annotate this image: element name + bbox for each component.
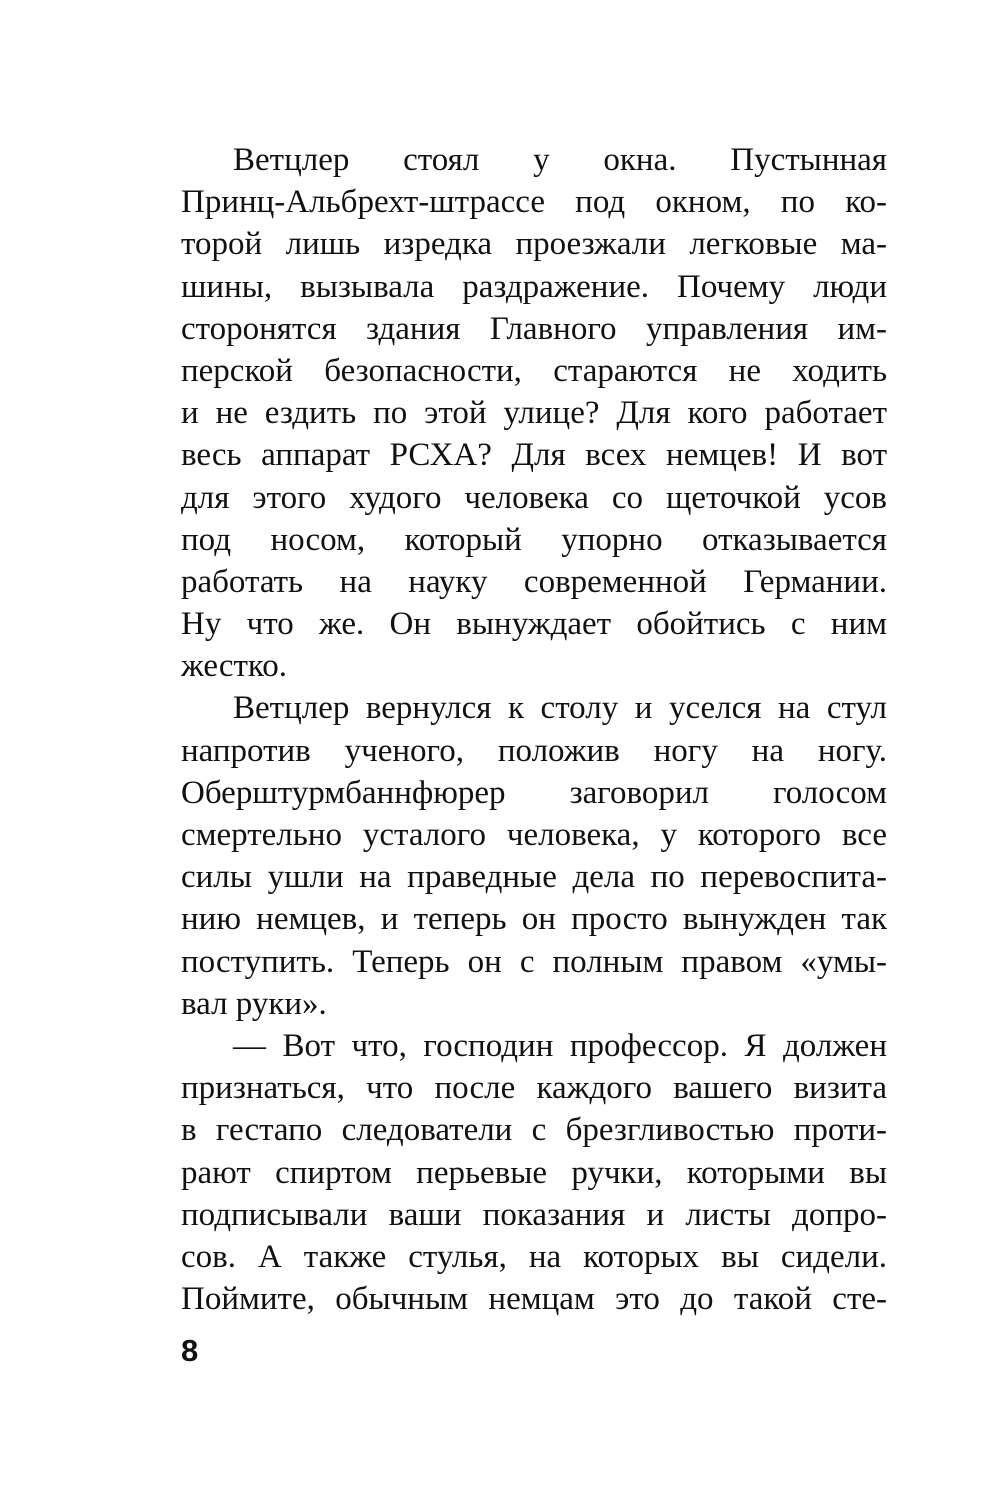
- text-line: Принц-Альбрехт-штрассе под окном, по ко-: [181, 184, 887, 221]
- paragraph: [181, 1025, 887, 1320]
- text-line: вал руки».: [181, 985, 327, 1022]
- text-line: силы ушли на праведные дела по перевоспита-: [181, 859, 887, 896]
- text-line: для этого худого человека со щеточкой усов: [181, 479, 887, 516]
- text-line: жестко.: [181, 648, 288, 685]
- text-line: и не ездить по этой улице? Для кого работает: [181, 395, 887, 432]
- paragraph: [181, 139, 887, 687]
- text-line: Ну что же. Он вынуждает обойтись с ним: [181, 606, 887, 643]
- text-line: в гестапо следователи с брезгливостью проти-: [181, 1112, 887, 1149]
- text-line: шины, вызывала раздражение. Почему люди: [181, 268, 887, 305]
- text-line: работать на науку современной Германии.: [181, 563, 887, 600]
- text-line: Поймите, обычным немцам это до такой сте-: [181, 1281, 887, 1318]
- text-line: признаться, что после каждого вашего визита: [181, 1070, 887, 1107]
- text-line: рают спиртом перьевые ручки, которыми вы: [181, 1154, 887, 1191]
- text-line: нию немцев, и теперь он просто вынужден так: [181, 901, 887, 938]
- text-line: Ветцлер вернулся к столу и уселся на стул: [233, 690, 887, 727]
- text-line: сторонятся здания Главного управления им-: [181, 310, 887, 347]
- text-line: подписывали ваши показания и листы допро-: [181, 1196, 887, 1233]
- text-line: под носом, который упорно отказывается: [181, 521, 887, 558]
- text-line: поступить. Теперь он с полным правом «умы-: [181, 943, 887, 980]
- paragraph: [181, 687, 887, 1025]
- text-line: — Вот что, господин профессор. Я должен: [233, 1027, 887, 1064]
- body-text: [181, 139, 887, 1320]
- text-line: сов. А также стулья, на которых вы сидели.: [181, 1238, 887, 1275]
- text-line: весь аппарат РСХА? Для всех немцев! И вот: [181, 437, 887, 474]
- page-number: 8: [181, 1333, 199, 1368]
- text-line: напротив ученого, положив ногу на ногу.: [181, 732, 887, 769]
- text-line: Ветцлер стоял у окна. Пустынная: [233, 142, 887, 178]
- text-line: перской безопасности, стараются не ходить: [181, 352, 887, 389]
- text-line: Оберштурмбаннфюрер заговорил голосом: [181, 774, 887, 811]
- text-line: смертельно усталого человека, у которого все: [181, 817, 887, 853]
- text-line: торой лишь изредка проезжали легковые ма-: [181, 226, 887, 263]
